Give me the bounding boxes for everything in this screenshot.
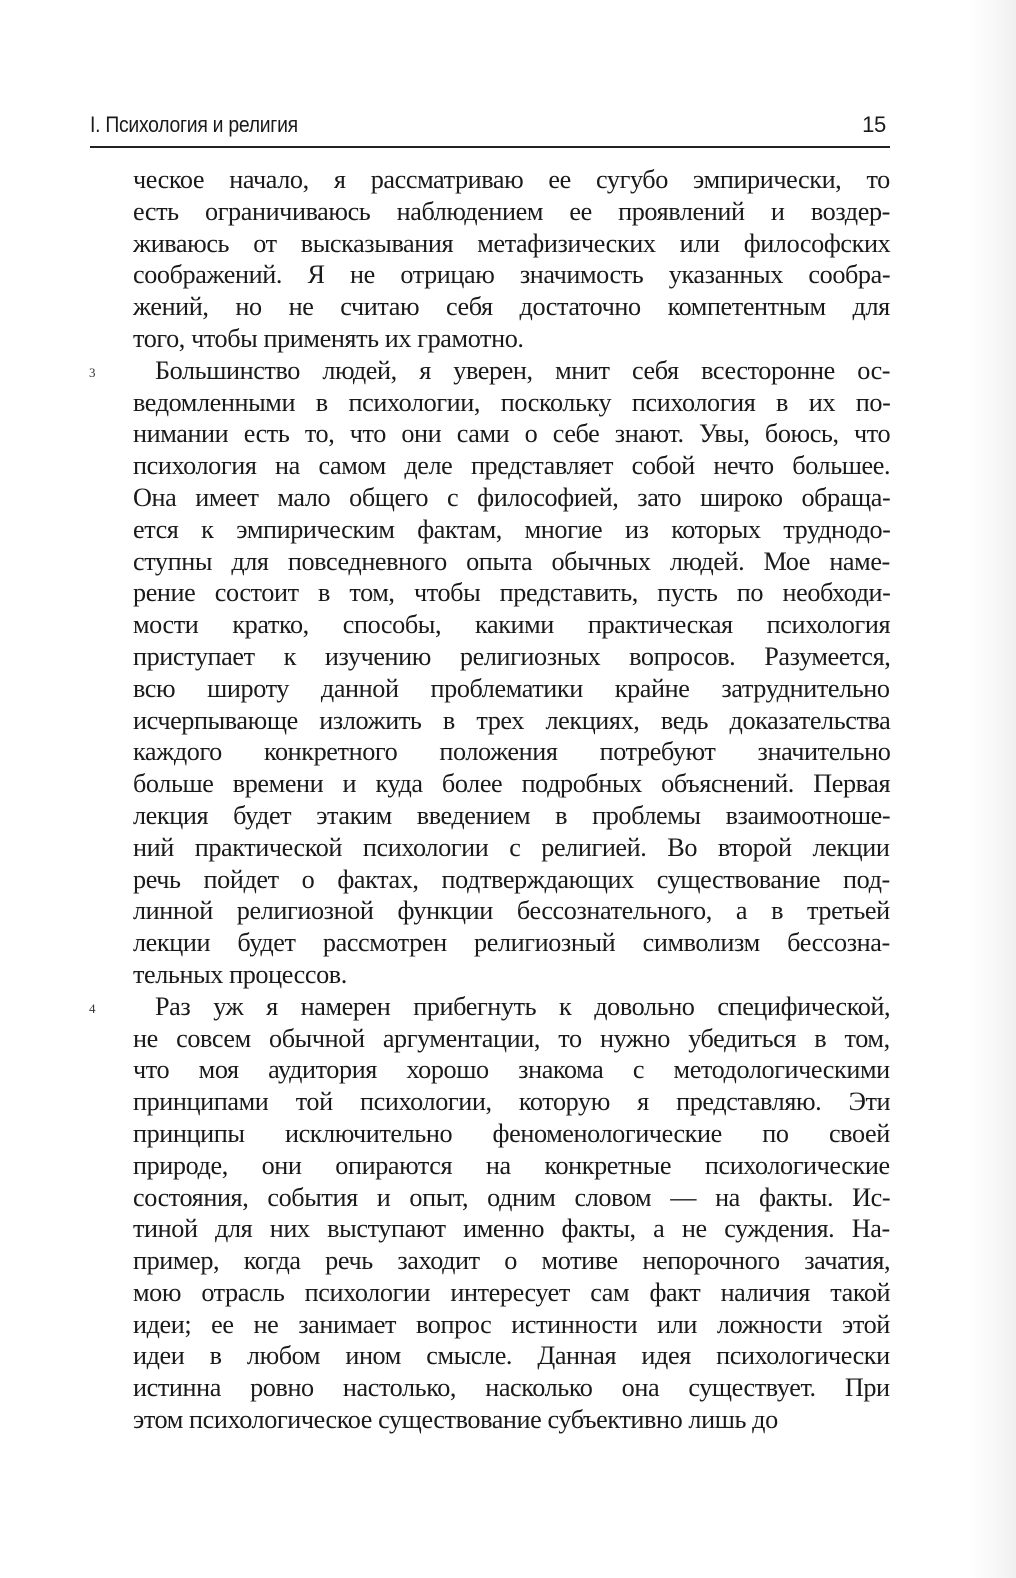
text-line: всю широту данной проблематики крайне затруднительно <box>133 673 890 703</box>
text-line: нимании есть то, что они сами о себе знают. Увы, боюсь, что <box>133 419 891 449</box>
running-header <box>90 112 890 148</box>
text-line: ступны для повседневного опыта обычных людей. Мое наме- <box>133 546 890 576</box>
text-line: приступает к изучению религиозных вопросов. Разумеется, <box>133 641 891 671</box>
text-line: идеи в любом ином смысле. Данная идея психологически <box>133 1341 890 1371</box>
text-line: идеи; ее не занимает вопрос истинности или ложности этой <box>133 1309 890 1339</box>
text-line: живаюсь от высказывания метафизических или философских <box>133 228 891 258</box>
text-line: есть ограничиваюсь наблюдением ее проявлений и воздер- <box>133 196 890 226</box>
text-line: исчерпывающе изложить в трех лекциях, ведь доказательства <box>133 705 891 735</box>
paragraph-margin-number: 3 <box>89 364 96 380</box>
text-line: того, чтобы применять их грамотно. <box>133 323 524 353</box>
text-line: что моя аудитория хорошо знакома с методологическими <box>133 1055 890 1085</box>
text-line: принципы исключительно феноменологические по своей <box>133 1118 890 1148</box>
text-line: рение состоит в том, чтобы представить, пусть по необходи- <box>133 578 891 608</box>
text-line: природе, они опираются на конкретные психологические <box>133 1150 890 1180</box>
paragraph-margin-number: 4 <box>89 1000 96 1016</box>
text-line: больше времени и куда более подробных объяснений. Первая <box>133 769 891 799</box>
text-line: каждого конкретного положения потребуют значительно <box>133 737 891 767</box>
text-line: ний практической психологии с религией. Во второй лекции <box>133 832 890 862</box>
text-line: ческое начало, я рассматриваю ее сугубо эмпирически, то <box>133 165 890 194</box>
text-line: мости кратко, способы, какими практическая психология <box>133 610 891 640</box>
text-line: лекции будет рассмотрен религиозный символизм бессозна- <box>133 928 890 958</box>
text-line: этом психологическое существование субъективно лишь до <box>133 1405 778 1435</box>
text-line: истинна ровно настолько, насколько она существует. При <box>133 1373 890 1403</box>
text-line: тельных процессов. <box>133 959 347 989</box>
text-line: состояния, события и опыт, одним словом — на факты. Ис- <box>133 1182 891 1212</box>
text-line: мою отрасль психологии интересует сам факт наличия такой <box>133 1277 891 1307</box>
paragraph <box>89 355 891 991</box>
text-line: пример, когда речь заходит о мотиве непорочного зачатия, <box>133 1246 891 1276</box>
text-line: тиной для них выступают именно факты, а не суждения. На- <box>133 1214 890 1244</box>
page-number: 15 <box>862 112 886 137</box>
text-line: не совсем обычной аргументации, то нужно убедиться в том, <box>133 1023 890 1053</box>
text-line: Она имеет мало общего с философией, зато широко обраща- <box>133 482 891 512</box>
body-text <box>89 164 891 1436</box>
paragraph <box>133 164 890 355</box>
text-line: жений, но не считаю себя достаточно компетентным для <box>133 292 890 322</box>
text-line: соображений. Я не отрицаю значимость указанных сообра- <box>133 260 891 290</box>
text-line: Большинство людей, я уверен, мнит себя всесторонне ос- <box>155 355 891 385</box>
paragraph <box>89 991 891 1436</box>
chapter-title: I. Психология и религия <box>90 112 298 137</box>
text-line: ется к эмпирическим фактам, многие из которых труднодо- <box>133 514 891 544</box>
text-line: психология на самом деле представляет собой нечто большее. <box>133 451 891 481</box>
text-line: Раз уж я намерен прибегнуть к довольно специфической, <box>155 991 891 1021</box>
text-line: ведомленными в психологии, поскольку психология в их по- <box>133 387 891 417</box>
text-line: речь пойдет о фактах, подтверждающих существование под- <box>133 864 890 894</box>
text-line: принципами той психологии, которую я представляю. Эти <box>133 1087 891 1117</box>
text-line: линной религиозной функции бессознательного, а в третьей <box>133 896 890 926</box>
text-line: лекция будет этаким введением в проблемы взаимоотноше- <box>133 800 891 830</box>
